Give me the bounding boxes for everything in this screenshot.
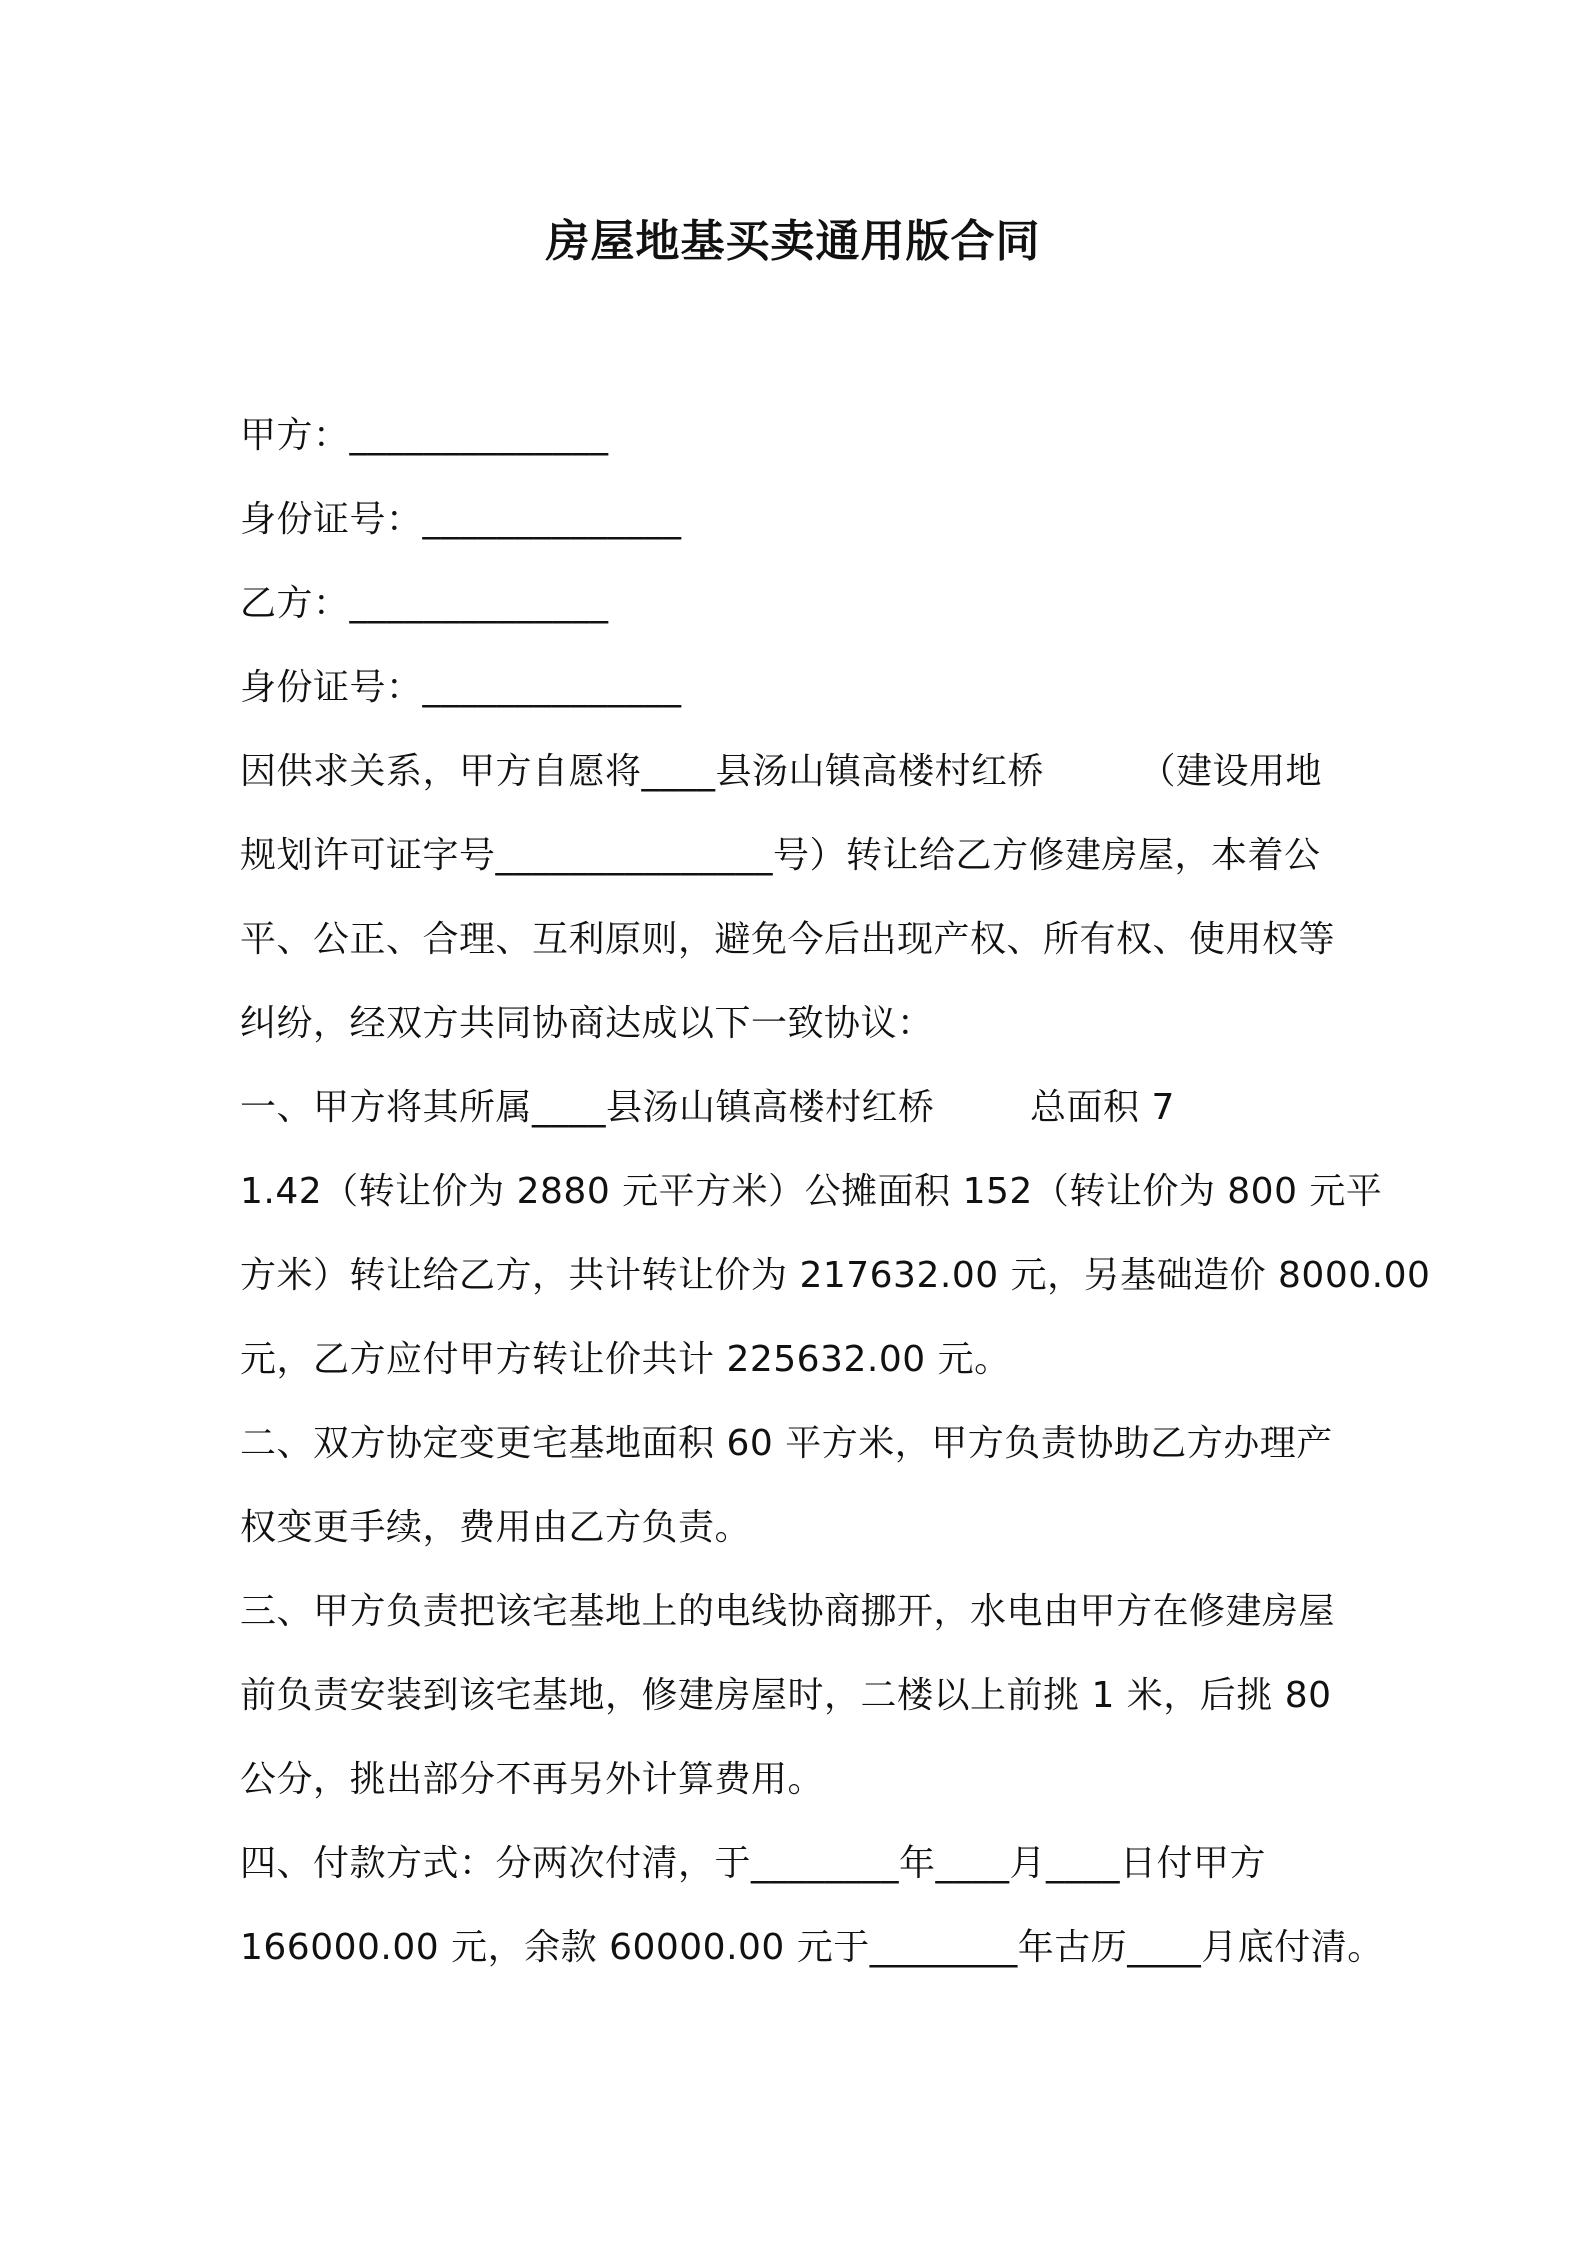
preamble-line-1: 因供求关系，甲方自愿将____县汤山镇高楼村红桥 （建设用地 xyxy=(240,751,1323,792)
preamble-line-2: 规划许可证字号_______________号）转让给乙方修建房屋，本着公 xyxy=(240,835,1321,876)
party-a-id-line: 身份证号：______________ xyxy=(240,499,682,540)
party-b-id-line: 身份证号：______________ xyxy=(240,667,682,708)
clause-2-line-1: 二、双方协定变更宅基地面积 60 平方米，甲方负责协助乙方办理产 xyxy=(240,1423,1333,1464)
document-title: 房屋地基买卖通用版合同 xyxy=(545,216,1041,267)
clause-1-line-4: 元，乙方应付甲方转让价共计 225632.00 元。 xyxy=(240,1339,1011,1380)
clause-4-line-2: 166000.00 元，余款 60000.00 元于________年古历____月底付清。 xyxy=(240,1927,1384,1968)
clause-1-line-2: 1.42（转让价为 2880 元平方米）公摊面积 152（转让价为 800 元平 xyxy=(240,1171,1383,1212)
clause-3-line-3: 公分，挑出部分不再另外计算费用。 xyxy=(240,1759,825,1800)
clause-3-line-2: 前负责安装到该宅基地，修建房屋时，二楼以上前挑 1 米，后挑 80 xyxy=(240,1675,1332,1716)
preamble-line-3: 平、公正、合理、互利原则，避免今后出现产权、所有权、使用权等 xyxy=(240,919,1336,960)
clause-3-line-1: 三、甲方负责把该宅基地上的电线协商挪开，水电由甲方在修建房屋 xyxy=(240,1591,1336,1632)
clause-1-line-1: 一、甲方将其所属____县汤山镇高楼村红桥 总面积 7 xyxy=(240,1087,1175,1128)
party-a-line: 甲方：______________ xyxy=(240,415,609,456)
preamble-line-4: 纠纷，经双方共同协商达成以下一致协议： xyxy=(240,1003,934,1044)
clause-2-line-2: 权变更手续，费用由乙方负责。 xyxy=(240,1507,752,1548)
clause-1-line-3: 方米）转让给乙方，共计转让价为 217632.00 元，另基础造价 8000.00 xyxy=(240,1255,1431,1296)
party-b-line: 乙方：______________ xyxy=(240,583,609,624)
clause-4-line-1: 四、付款方式：分两次付清，于________年____月____日付甲方 xyxy=(240,1843,1267,1884)
